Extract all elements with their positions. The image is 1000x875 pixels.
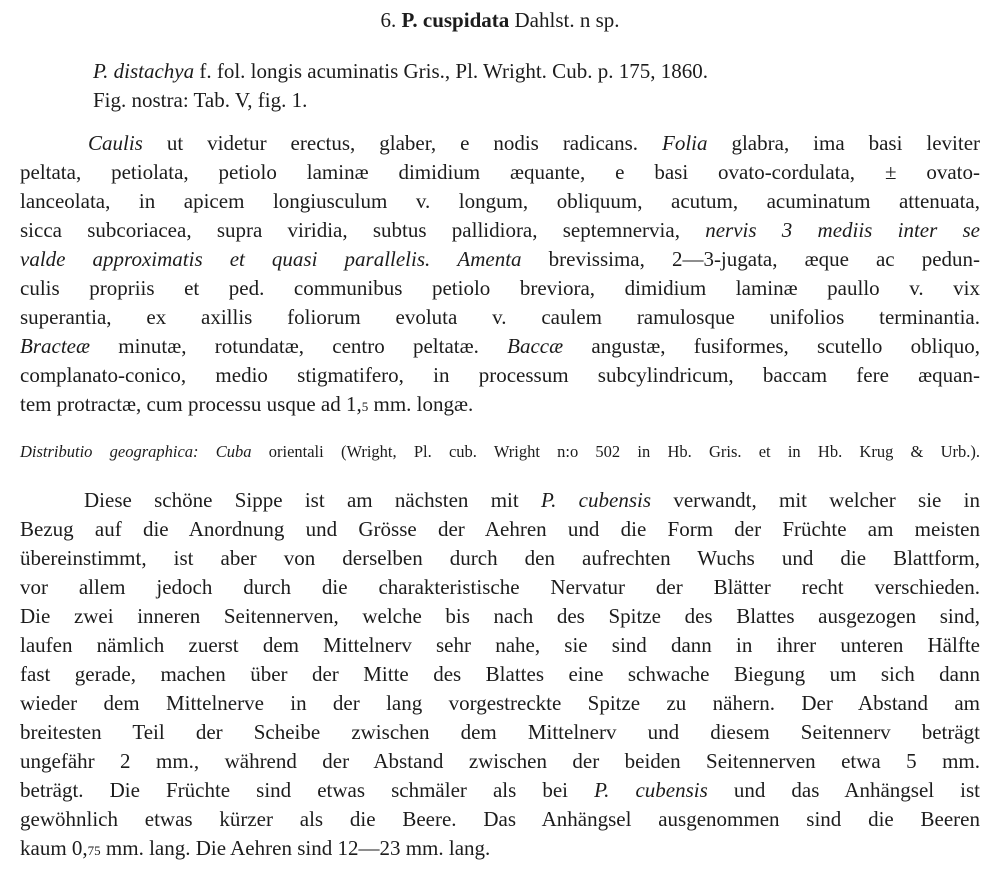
latin-line-10 xyxy=(20,391,473,420)
latin-line-8 xyxy=(20,333,980,360)
latin-line-5 xyxy=(20,246,980,273)
latin-text: lanceolata, in apicem longiusculum v. longum, obliquum, acutum, acuminatum attenuata, xyxy=(20,189,980,213)
latin-text: brevissima, 2—3-jugata, æque ac pedun- xyxy=(548,247,981,271)
synonym-name: P. distachya xyxy=(93,59,195,83)
german-text: mm. lang. Die Aehren sind 12—23 mm. lang. xyxy=(105,836,491,860)
term-folia: Folia xyxy=(662,131,708,155)
german-line-2 xyxy=(20,516,980,543)
latin-text: tem protractæ, cum processu usque ad 1, xyxy=(20,392,362,416)
german-line-7 xyxy=(20,661,980,688)
latin-italic-text: nervis 3 mediis inter se xyxy=(705,218,981,242)
german-text: verwandt, mit welcher sie in xyxy=(673,488,981,512)
latin-small-number: 5 xyxy=(361,399,369,414)
latin-line-4 xyxy=(20,217,980,244)
german-line-10 xyxy=(20,748,980,775)
species-heading xyxy=(0,7,1000,34)
latin-text: sicca subcoriacea, supra viridia, subtus pallidiora, septemnervia, xyxy=(20,218,680,242)
synonym-line xyxy=(93,58,708,85)
german-line-3 xyxy=(20,545,980,572)
german-text: vor allem jedoch durch die charakteristische Nervatur der Blätter recht verschieden. xyxy=(20,575,980,599)
german-text: übereinstimmt, ist aber von derselben durch den aufrechten Wuchs und die Blattform, xyxy=(20,546,980,570)
german-line-6 xyxy=(20,632,980,659)
term-bracteae: Bracteæ xyxy=(20,334,90,358)
term-amenta: Amenta xyxy=(457,247,522,271)
species-author: Dahlst. n sp. xyxy=(514,8,620,32)
latin-line-2 xyxy=(20,159,980,186)
german-text: Diese schöne Sippe ist am nächsten mit xyxy=(84,488,519,512)
distribution-label: Distributio geographica: xyxy=(20,442,199,461)
german-line-9 xyxy=(20,719,980,746)
german-text: laufen nämlich zuerst dem Mittelnerv sehr nahe, sie sind dann in ihrer unteren Hälfte xyxy=(20,633,980,657)
german-text: breitesten Teil der Scheibe zwischen dem Mittelnerv und diesem Seitennerv beträgt xyxy=(20,720,980,744)
latin-text: glabra, ima basi leviter xyxy=(731,131,981,155)
german-small-number: 75 xyxy=(87,843,101,858)
species-name: P. cuspidata xyxy=(401,8,510,32)
german-line-4 xyxy=(20,574,980,601)
german-line-8 xyxy=(20,690,980,717)
german-text: und das Anhängsel ist xyxy=(733,778,981,802)
german-text: Bezug auf die Anordnung und Grösse der Aehren und die Form der Früchte am meisten xyxy=(20,517,980,541)
latin-line-6 xyxy=(20,275,980,302)
distribution-text: orientali (Wright, Pl. cub. Wright n:o 502 in Hb. Gris. et in Hb. Krug & Urb.). xyxy=(268,442,980,461)
latin-text: complanato-conico, medio stigmatifero, in processum subcylindricum, baccam fere æquan- xyxy=(20,363,980,387)
distribution-line xyxy=(20,438,980,465)
german-line-13 xyxy=(20,835,490,864)
latin-text: ut videtur erectus, glaber, e nodis radicans. xyxy=(166,131,639,155)
figure-reference-text: Fig. nostra: Tab. V, fig. 1. xyxy=(93,88,308,112)
latin-text: angustæ, fusiformes, scutello obliquo, xyxy=(591,334,981,358)
german-line-12 xyxy=(20,806,980,833)
german-text: fast gerade, machen über der Mitte des Blattes eine schwache Biegung um sich dann xyxy=(20,662,980,686)
german-line-11 xyxy=(20,777,980,804)
latin-line-9 xyxy=(20,362,980,389)
term-caulis: Caulis xyxy=(88,131,143,155)
german-text: kaum 0, xyxy=(20,836,88,860)
german-line-5 xyxy=(20,603,980,630)
german-text: Die zwei inneren Seitennerven, welche bis nach des Spitze des Blattes ausgezogen sind, xyxy=(20,604,980,628)
term-baccae: Baccæ xyxy=(507,334,564,358)
latin-line-3 xyxy=(20,188,980,215)
species-number: 6. xyxy=(380,8,397,32)
latin-text: culis propriis et ped. communibus petiolo breviora, dimidium laminæ paullo v. vix xyxy=(20,276,980,300)
latin-italic-text: valde approximatis et quasi parallelis. xyxy=(20,247,431,271)
german-text: gewöhnlich etwas kürzer als die Beere. Das Anhängsel ausgenommen sind die Beeren xyxy=(20,807,980,831)
german-line-1 xyxy=(20,487,980,514)
distribution-place: Cuba xyxy=(215,442,252,461)
latin-text: superantia, ex axillis foliorum evoluta v. caulem ramulosque unifolios terminantia. xyxy=(20,305,980,329)
latin-text: mm. longæ. xyxy=(373,392,474,416)
species-reference: P. cubensis xyxy=(594,778,708,802)
species-reference: P. cubensis xyxy=(541,488,652,512)
latin-text: minutæ, rotundatæ, centro peltatæ. xyxy=(118,334,479,358)
figure-reference xyxy=(93,87,307,114)
latin-line-7 xyxy=(20,304,980,331)
latin-text: peltata, petiolata, petiolo laminæ dimidium æquante, e basi ovato-cordulata, ± ovato- xyxy=(20,160,980,184)
synonym-text: f. fol. longis acuminatis Gris., Pl. Wright. Cub. p. 175, 1860. xyxy=(199,59,708,83)
german-text: wieder dem Mittelnerve in der lang vorgestreckte Spitze zu nähern. Der Abstand am xyxy=(20,691,980,715)
latin-line-1 xyxy=(20,130,980,157)
german-text: ungefähr 2 mm., während der Abstand zwischen der beiden Seitennerven etwa 5 mm. xyxy=(20,749,980,773)
german-text: beträgt. Die Früchte sind etwas schmäler als bei xyxy=(20,778,568,802)
